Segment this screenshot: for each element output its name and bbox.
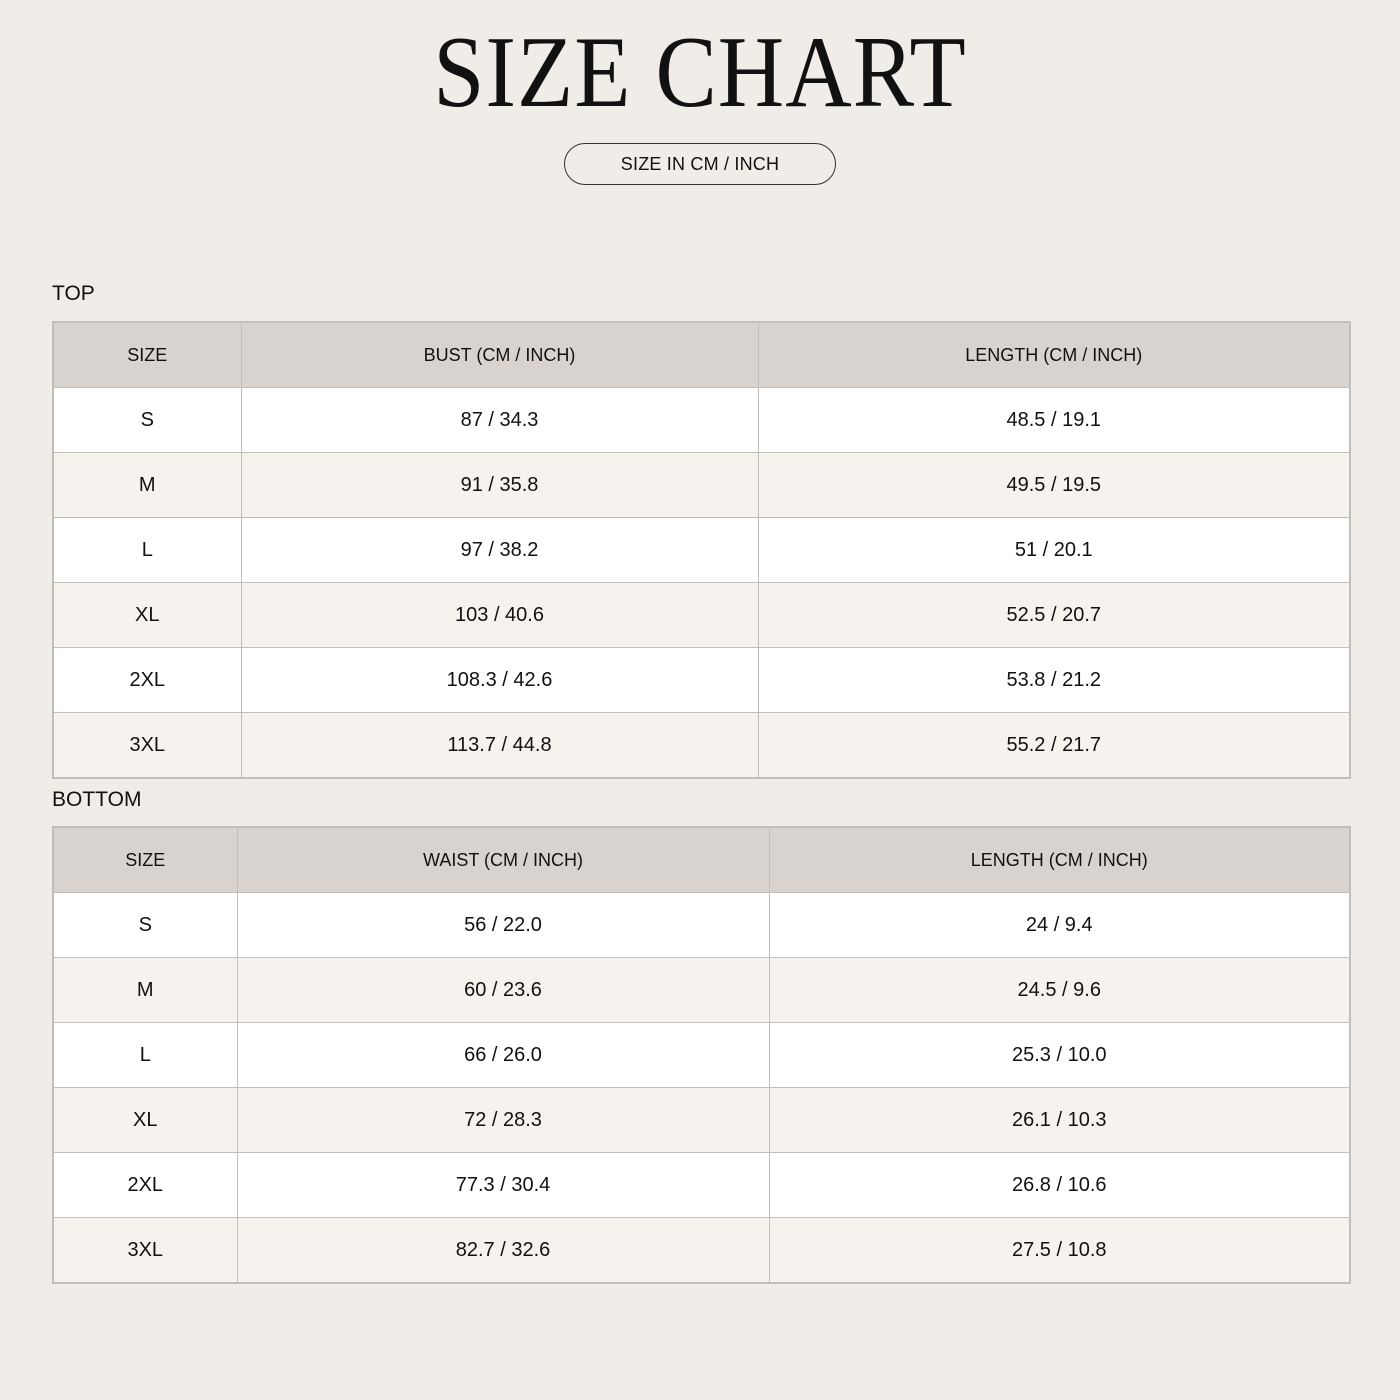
waist-cell: 82.7 / 32.6 [237,1218,769,1284]
table-row [53,648,1350,713]
table-header-row [53,827,1350,893]
waist-cell: 56 / 22.0 [237,893,769,958]
waist-cell: 77.3 / 30.4 [237,1153,769,1218]
size-cell: M [53,958,237,1023]
table-row [53,1023,1350,1088]
length-cell: 26.1 / 10.3 [769,1088,1350,1153]
top-section-label: TOP [52,282,95,305]
bust-cell: 87 / 34.3 [241,388,758,453]
length-cell: 27.5 / 10.8 [769,1218,1350,1284]
table-row [53,583,1350,648]
size-cell: M [53,453,241,518]
column-header-waist: WAIST (CM / INCH) [237,827,769,893]
column-header-size: SIZE [53,322,241,388]
table-row [53,958,1350,1023]
bottom-section-label: BOTTOM [52,788,142,811]
length-cell: 52.5 / 20.7 [758,583,1350,648]
column-header-length: LENGTH (CM / INCH) [758,322,1350,388]
table-row [53,518,1350,583]
length-cell: 24 / 9.4 [769,893,1350,958]
length-cell: 55.2 / 21.7 [758,713,1350,779]
bust-cell: 97 / 38.2 [241,518,758,583]
length-cell: 49.5 / 19.5 [758,453,1350,518]
bottom-size-table [52,826,1351,1284]
table-row [53,1088,1350,1153]
length-cell: 53.8 / 21.2 [758,648,1350,713]
length-cell: 25.3 / 10.0 [769,1023,1350,1088]
size-cell: L [53,518,241,583]
waist-cell: 60 / 23.6 [237,958,769,1023]
size-cell: 3XL [53,1218,237,1284]
table-row [53,1218,1350,1284]
bust-cell: 103 / 40.6 [241,583,758,648]
size-cell: 2XL [53,1153,237,1218]
size-cell: S [53,388,241,453]
bust-cell: 91 / 35.8 [241,453,758,518]
waist-cell: 66 / 26.0 [237,1023,769,1088]
table-row [53,388,1350,453]
size-cell: S [53,893,237,958]
size-cell: XL [53,583,241,648]
page-title: SIZE CHART [433,15,967,129]
bust-cell: 113.7 / 44.8 [241,713,758,779]
table-row [53,453,1350,518]
size-cell: XL [53,1088,237,1153]
top-size-table [52,321,1351,779]
column-header-bust: BUST (CM / INCH) [241,322,758,388]
table-row [53,1153,1350,1218]
column-header-size: SIZE [53,827,237,893]
bust-cell: 108.3 / 42.6 [241,648,758,713]
table-row [53,893,1350,958]
size-cell: L [53,1023,237,1088]
table-header-row [53,322,1350,388]
table-row [53,713,1350,779]
length-cell: 48.5 / 19.1 [758,388,1350,453]
length-cell: 26.8 / 10.6 [769,1153,1350,1218]
unit-badge: SIZE IN CM / INCH [564,143,836,185]
size-cell: 2XL [53,648,241,713]
length-cell: 24.5 / 9.6 [769,958,1350,1023]
length-cell: 51 / 20.1 [758,518,1350,583]
size-cell: 3XL [53,713,241,779]
waist-cell: 72 / 28.3 [237,1088,769,1153]
column-header-length: LENGTH (CM / INCH) [769,827,1350,893]
